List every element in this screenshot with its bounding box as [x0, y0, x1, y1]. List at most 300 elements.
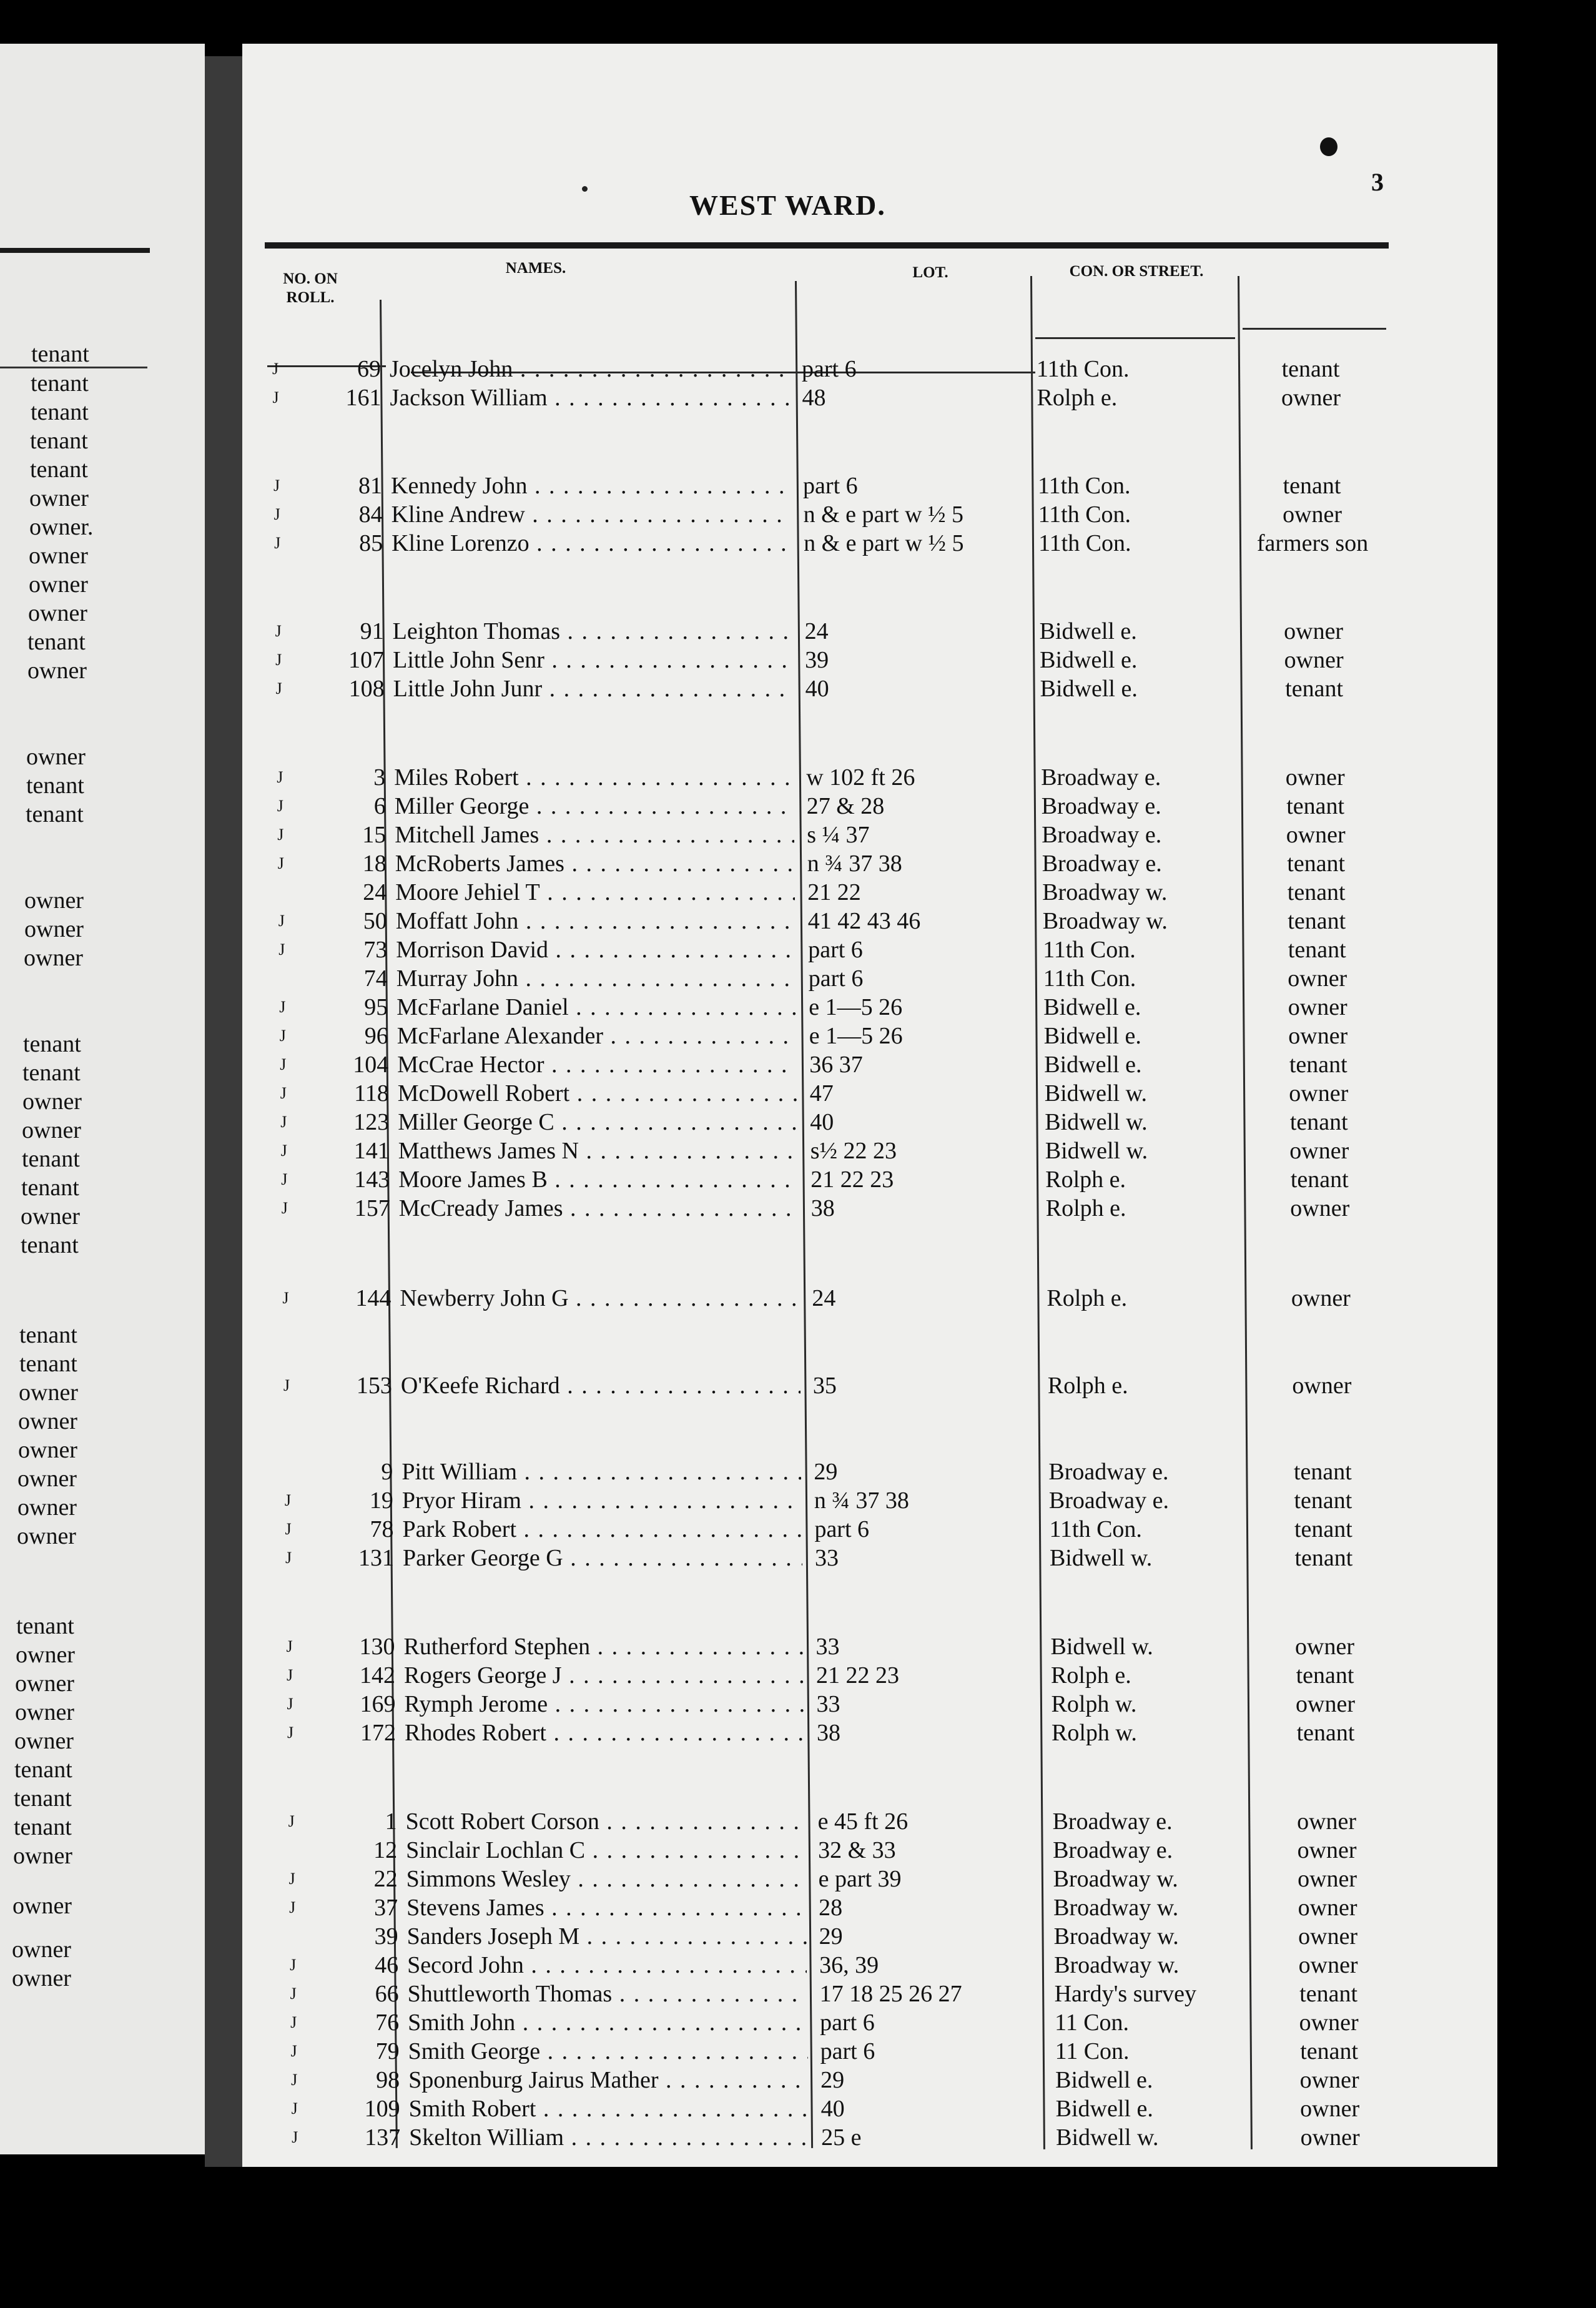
table-row: [242, 646, 1497, 674]
lot-cell: 27 & 28: [806, 793, 885, 819]
left-status-text: owner: [27, 658, 87, 684]
street-cell: Broadway e.: [1053, 1837, 1173, 1863]
table-row: [242, 500, 1497, 529]
status-cell: owner: [1298, 1923, 1358, 1950]
juror-mark: J: [282, 1289, 289, 1307]
roll-number: 3: [373, 764, 386, 791]
roll-number: 161: [345, 385, 382, 411]
status-cell: owner: [1299, 2067, 1359, 2093]
table-row: [242, 1922, 1497, 1951]
roll-number: 37: [374, 1895, 398, 1921]
status-cell: tenant: [1287, 879, 1346, 905]
roll-number: 76: [375, 2010, 400, 2036]
lot-cell: part 6: [820, 2038, 875, 2064]
street-cell: Bidwell w.: [1045, 1109, 1148, 1135]
street-cell: Bidwell w.: [1049, 1545, 1153, 1571]
table-row: [242, 1371, 1497, 1400]
street-cell: Bidwell w.: [1056, 2124, 1159, 2151]
table-row: [242, 2008, 1497, 2037]
lot-cell: 21 22: [807, 879, 861, 905]
juror-mark: J: [279, 998, 286, 1016]
lot-cell: 17 18 25 26 27: [819, 1981, 962, 2007]
left-status-text: owner: [24, 887, 84, 914]
status-cell: tenant: [1293, 1459, 1352, 1485]
street-cell: Broadway e.: [1041, 793, 1161, 819]
lot-cell: 36 37: [809, 1052, 863, 1078]
left-status-text: owner: [13, 1843, 72, 1869]
status-cell: tenant: [1296, 1662, 1354, 1689]
left-status-text: tenant: [16, 1613, 74, 1639]
left-status-text: owner: [24, 916, 84, 942]
lot-cell: 40: [810, 1109, 834, 1135]
status-cell: tenant: [1299, 1981, 1358, 2007]
status-cell: owner: [1298, 1866, 1357, 1892]
left-status-text: tenant: [31, 370, 89, 397]
table-row: [242, 2094, 1497, 2123]
status-cell: owner: [1300, 2124, 1360, 2151]
name-cell: Pitt William . . .: [401, 1457, 801, 1486]
name-cell: Smith Robert . . .: [409, 2094, 809, 2123]
status-cell: owner: [1290, 1195, 1350, 1221]
juror-mark: J: [275, 651, 282, 669]
street-cell: Rolph e.: [1047, 1373, 1128, 1399]
table-row: [242, 1807, 1497, 1836]
left-status-text: tenant: [22, 1060, 81, 1086]
lot-cell: s ¼ 37: [807, 822, 870, 848]
name-cell: Sinclair Lochlan C . . .: [406, 1836, 805, 1865]
name-cell: Miller George C . . .: [398, 1108, 797, 1137]
name-cell: Skelton William . . .: [409, 2123, 809, 2152]
lot-cell: part 6: [802, 356, 857, 382]
street-cell: Broadway e.: [1042, 822, 1162, 848]
juror-mark: J: [273, 476, 280, 495]
left-status-text: tenant: [30, 428, 88, 454]
left-status-text: owner: [12, 1936, 71, 1963]
left-status-text: owner: [17, 1523, 76, 1549]
table-row: [242, 355, 1497, 383]
roll-number: 18: [362, 851, 387, 877]
status-cell: tenant: [1289, 1052, 1347, 1078]
table-row: [242, 1865, 1497, 1893]
lot-cell: 24: [812, 1285, 836, 1311]
street-cell: 11th Con.: [1049, 1516, 1142, 1542]
roll-number: 79: [375, 2038, 400, 2064]
left-status-text: owner: [12, 1893, 72, 1919]
name-cell: Matthews James N . . .: [398, 1137, 798, 1165]
juror-mark: J: [281, 1170, 288, 1188]
status-cell: tenant: [1285, 676, 1344, 702]
status-cell: owner: [1297, 1808, 1357, 1835]
name-cell: McFarlane Alexander . . .: [397, 1022, 797, 1050]
left-page-top-rule: [0, 248, 150, 253]
juror-mark: J: [277, 854, 284, 872]
page-title: WEST WARD.: [689, 189, 886, 221]
left-status-text: tenant: [14, 1814, 72, 1840]
table-row: [242, 1515, 1497, 1544]
lot-cell: 33: [814, 1545, 839, 1571]
status-cell: tenant: [1286, 793, 1345, 819]
street-column-header: CON. OR STREET.: [1069, 263, 1204, 280]
name-cell: Pryor Hiram . . .: [402, 1486, 802, 1515]
left-status-text: tenant: [19, 1351, 77, 1377]
juror-mark: J: [272, 360, 279, 378]
status-cell: tenant: [1288, 937, 1346, 963]
name-cell: McRoberts James . . .: [395, 849, 795, 878]
roll-number: 73: [363, 937, 388, 963]
left-status-text: tenant: [31, 399, 89, 425]
juror-mark: J: [286, 1637, 293, 1655]
street-cell: Rolph w.: [1051, 1691, 1137, 1717]
lot-cell: 40: [805, 676, 829, 702]
table-row: [242, 1284, 1497, 1313]
lot-cell: 47: [809, 1080, 834, 1107]
lot-cell: 29: [820, 2067, 845, 2093]
street-cell: Broadway e.: [1048, 1459, 1169, 1485]
left-status-text: tenant: [19, 1322, 77, 1348]
roll-number: 131: [358, 1545, 394, 1571]
left-status-text: owner: [14, 1728, 74, 1754]
status-cell: owner: [1289, 1138, 1349, 1164]
lot-cell: 35: [812, 1373, 837, 1399]
roll-number: 96: [364, 1023, 388, 1049]
table-row: [242, 907, 1497, 935]
table-row: [242, 1719, 1497, 1747]
left-status-text: owner: [22, 1117, 81, 1143]
street-cell: Broadway e.: [1042, 851, 1162, 877]
name-cell: Jocelyn John . . .: [390, 355, 789, 383]
street-cell: 11th Con.: [1038, 473, 1131, 499]
left-status-text: owner: [12, 1965, 71, 1991]
lot-cell: part 6: [803, 473, 858, 499]
roll-number: 130: [359, 1634, 395, 1660]
status-cell: owner: [1291, 1285, 1351, 1311]
street-cell: Rolph e.: [1045, 1166, 1126, 1193]
street-cell: Bidwell w.: [1044, 1080, 1148, 1107]
left-status-text: tenant: [14, 1757, 72, 1783]
left-status-text: tenant: [27, 629, 86, 655]
lot-cell: 28: [819, 1895, 843, 1921]
name-cell: Morrison David . . .: [396, 935, 796, 964]
juror-mark: J: [272, 388, 279, 407]
table-row: [242, 2066, 1497, 2094]
left-status-text: owner: [22, 1088, 82, 1115]
title-rule: [265, 242, 1389, 249]
juror-mark: J: [291, 2071, 298, 2089]
name-cell: Rogers George J . . .: [404, 1661, 804, 1690]
table-row: [242, 1050, 1497, 1079]
lot-cell: 32 & 33: [818, 1837, 896, 1863]
lot-cell: part 6: [808, 937, 863, 963]
left-status-text: tenant: [21, 1175, 79, 1201]
street-cell: Broadway w.: [1042, 879, 1168, 905]
lot-cell: 33: [815, 1634, 840, 1660]
name-cell: Moffatt John . . .: [396, 907, 796, 935]
table-row: [242, 529, 1497, 558]
roll-number: 46: [375, 1952, 399, 1978]
juror-mark: J: [278, 940, 285, 959]
name-cell: Kennedy John . . .: [391, 471, 791, 500]
juror-mark: J: [288, 1870, 295, 1888]
roll-number: 12: [373, 1837, 398, 1863]
juror-mark: J: [279, 1027, 286, 1045]
status-cell: owner: [1281, 385, 1341, 411]
juror-mark: J: [273, 505, 280, 523]
roll-number: 50: [363, 908, 387, 934]
lot-cell: 21 22 23: [810, 1166, 894, 1193]
page-number: 3: [1371, 168, 1384, 196]
left-status-text: tenant: [26, 801, 84, 827]
left-status-text: owner: [19, 1379, 78, 1406]
street-cell: 11th Con.: [1038, 530, 1131, 556]
roll-number: 137: [365, 2124, 401, 2151]
street-cell: Bidwell w.: [1050, 1634, 1153, 1660]
street-cell: Bidwell e.: [1055, 2096, 1153, 2122]
table-row: [242, 471, 1497, 500]
left-status-text: owner: [17, 1466, 77, 1492]
juror-mark: J: [290, 1956, 297, 1974]
name-cell: Scott Robert Corson . . .: [406, 1807, 805, 1836]
table-row: [242, 878, 1497, 907]
name-cell: Moore Jehiel T . . .: [395, 878, 795, 907]
juror-mark: J: [290, 1985, 297, 2003]
status-cell: tenant: [1294, 1545, 1353, 1571]
street-cell: Bidwell e.: [1043, 994, 1141, 1020]
name-cell: Kline Andrew . . .: [392, 500, 791, 529]
street-cell: Broadway w.: [1054, 1952, 1180, 1978]
roll-number: 85: [359, 530, 383, 556]
left-status-text: owner: [26, 744, 86, 770]
status-cell: tenant: [1294, 1487, 1352, 1514]
street-cell: Rolph w.: [1052, 1720, 1137, 1746]
lot-cell: 40: [820, 2096, 845, 2122]
roll-number: 22: [373, 1866, 398, 1892]
lot-cell: e 1—5 26: [809, 1023, 903, 1049]
left-status-text: tenant: [21, 1232, 79, 1258]
status-cell: owner: [1289, 1080, 1349, 1107]
name-cell: Parker George G . . .: [403, 1544, 802, 1572]
juror-mark: J: [277, 826, 284, 844]
table-row: [242, 993, 1497, 1022]
lot-cell: e 1—5 26: [809, 994, 903, 1020]
name-cell: Simmons Wesley . . .: [406, 1865, 806, 1893]
left-status-text: owner: [29, 571, 88, 598]
table-row: [242, 1022, 1497, 1050]
left-status-text: tenant: [23, 1031, 81, 1057]
lot-cell: n ¾ 37 38: [807, 851, 902, 877]
lot-cell: part 6: [808, 965, 864, 992]
street-cell: Broadway e.: [1041, 764, 1161, 791]
lot-column-header: LOT.: [912, 264, 948, 281]
juror-mark: J: [275, 622, 282, 640]
lot-cell: e part 39: [818, 1866, 902, 1892]
juror-mark: J: [280, 1142, 287, 1160]
street-cell: Bidwell e.: [1055, 2067, 1153, 2093]
name-cell: Mitchell James . . .: [395, 821, 794, 849]
roll-number: 81: [358, 473, 383, 499]
street-cell: Rolph e.: [1051, 1662, 1131, 1689]
ink-dot: [582, 186, 588, 192]
name-cell: Smith John . . .: [408, 2008, 807, 2037]
status-cell: tenant: [1287, 851, 1346, 877]
status-cell: owner: [1296, 1691, 1355, 1717]
table-row: [242, 674, 1497, 703]
juror-mark: J: [274, 534, 281, 552]
street-cell: Broadway e.: [1048, 1487, 1169, 1514]
roll-number: 91: [360, 618, 384, 644]
status-cell: owner: [1286, 822, 1346, 848]
status-cell: tenant: [1283, 473, 1341, 499]
name-cell: Little John Junr . . .: [393, 674, 793, 703]
roll-number: 107: [348, 647, 385, 673]
lot-cell: 33: [816, 1691, 840, 1717]
table-row: [242, 763, 1497, 792]
status-cell: owner: [1298, 1895, 1357, 1921]
table-row: [242, 1137, 1497, 1165]
street-cell: Bidwell e.: [1040, 676, 1138, 702]
roll-number: 143: [354, 1166, 390, 1193]
street-cell: Broadway w.: [1053, 1895, 1179, 1921]
juror-mark: J: [289, 1898, 296, 1916]
street-cell: 11 Con.: [1055, 2038, 1130, 2064]
left-status-text: owner: [16, 1642, 75, 1668]
lot-cell: n & e part w ½ 5: [803, 501, 964, 528]
table-row: [242, 383, 1497, 412]
roll-number: 109: [364, 2096, 400, 2122]
left-status-text: tenant: [26, 772, 84, 799]
table-row: [242, 2123, 1497, 2152]
table-row: [242, 1457, 1497, 1486]
roll-number: 69: [357, 356, 381, 382]
street-cell: Bidwell e.: [1043, 1023, 1141, 1049]
roll-number: 15: [362, 822, 387, 848]
status-cell: owner: [1285, 764, 1345, 791]
status-cell: owner: [1288, 1023, 1348, 1049]
juror-mark: J: [285, 1549, 292, 1567]
roll-number: 142: [360, 1662, 395, 1689]
roll-number: 19: [369, 1487, 393, 1514]
juror-mark: J: [287, 1695, 293, 1713]
status-cell: tenant: [1281, 356, 1340, 382]
left-status-text: owner: [17, 1494, 77, 1521]
roll-number: 24: [363, 879, 387, 905]
roll-number: 9: [381, 1459, 393, 1485]
status-cell: owner: [1283, 501, 1342, 528]
status-cell: tenant: [1296, 1720, 1355, 1746]
street-cell: 11 Con.: [1055, 2010, 1130, 2036]
table-row: [242, 2037, 1497, 2066]
street-cell: Rolph e.: [1037, 385, 1118, 411]
table-row: [242, 1486, 1497, 1515]
left-status-text: tenant: [30, 456, 88, 483]
roll-number: 153: [356, 1373, 392, 1399]
juror-mark: J: [283, 1376, 290, 1394]
table-row: [242, 1951, 1497, 1980]
roll-number: 1: [385, 1808, 397, 1835]
left-status-text: owner: [21, 1203, 80, 1230]
name-cell: McDowell Robert . . .: [398, 1079, 797, 1108]
status-cell: tenant: [1294, 1516, 1352, 1542]
lot-cell: e 45 ft 26: [817, 1808, 909, 1835]
juror-mark: J: [281, 1199, 288, 1217]
left-status-text: tenant: [31, 341, 89, 367]
street-cell: Broadway e.: [1052, 1808, 1173, 1835]
lot-cell: 41 42 43 46: [807, 908, 921, 934]
juror-mark: J: [284, 1491, 292, 1509]
table-row: [242, 849, 1497, 878]
name-cell: Leighton Thomas . . .: [393, 617, 792, 646]
roll-number: 108: [348, 676, 385, 702]
juror-mark: J: [287, 1666, 293, 1684]
status-cell: tenant: [1289, 1109, 1348, 1135]
lot-cell: 48: [802, 385, 826, 411]
lot-cell: n ¾ 37 38: [814, 1487, 909, 1514]
name-cell: Miles Robert . . .: [394, 763, 794, 792]
left-status-text: tenant: [14, 1785, 72, 1812]
street-cell: Bidwell e.: [1044, 1052, 1142, 1078]
status-cell: tenant: [1288, 908, 1346, 934]
status-cell: owner: [1299, 2010, 1359, 2036]
juror-mark: J: [277, 768, 283, 786]
street-cell: Hardy's survey: [1054, 1981, 1197, 2007]
street-cell: Broadway w.: [1042, 908, 1168, 934]
name-cell: Stevens James . . .: [406, 1893, 806, 1922]
lot-cell: 24: [804, 618, 829, 644]
table-row: [242, 1632, 1497, 1661]
table-row: [242, 1079, 1497, 1108]
roll-number: 172: [360, 1720, 397, 1746]
left-page-fragment: [0, 44, 205, 2154]
roll-number: 6: [373, 793, 386, 819]
roll-number: 98: [376, 2067, 400, 2093]
lot-cell: w 102 ft 26: [806, 764, 915, 791]
name-cell: Smith George . . .: [408, 2037, 808, 2066]
status-cell: owner: [1295, 1634, 1354, 1660]
roll-number: 144: [355, 1285, 392, 1311]
roll-number: 66: [375, 1981, 399, 2007]
book-gutter: [205, 56, 242, 2167]
lot-cell: 36, 39: [819, 1952, 879, 1978]
status-cell: owner: [1284, 647, 1344, 673]
name-cell: McFarlane Daniel . . .: [397, 993, 796, 1022]
street-cell: Bidwell e.: [1039, 618, 1137, 644]
status-cell: tenant: [1300, 2038, 1359, 2064]
left-status-text: owner: [18, 1408, 77, 1434]
table-row: [242, 1980, 1497, 2008]
register-page: [242, 44, 1497, 2167]
street-cell: Bidwell w.: [1045, 1138, 1148, 1164]
name-cell: Rhodes Robert . . .: [405, 1719, 804, 1747]
status-cell: owner: [1297, 1837, 1357, 1863]
left-status-text: owner: [18, 1437, 77, 1463]
roll-number: 78: [370, 1516, 394, 1542]
roll-number: 74: [363, 965, 388, 992]
table-row: [242, 964, 1497, 993]
street-cell: Broadway w.: [1053, 1923, 1179, 1950]
street-cell: Bidwell e.: [1040, 647, 1138, 673]
name-cell: Sanders Joseph M . . .: [407, 1922, 807, 1951]
table-row: [242, 1194, 1497, 1223]
name-cell: Little John Senr . . .: [393, 646, 792, 674]
street-cell: Broadway w.: [1053, 1866, 1178, 1892]
status-cell: farmers son: [1256, 530, 1369, 556]
roll-column-header: NO. ON ROLL.: [283, 270, 338, 306]
status-cell: owner: [1300, 2096, 1360, 2122]
roll-number: 104: [353, 1052, 389, 1078]
name-cell: Park Robert . . .: [402, 1515, 802, 1544]
name-cell: Rymph Jerome . . .: [405, 1690, 804, 1719]
juror-mark: J: [287, 1724, 294, 1742]
street-cell: Rolph e.: [1045, 1195, 1126, 1221]
